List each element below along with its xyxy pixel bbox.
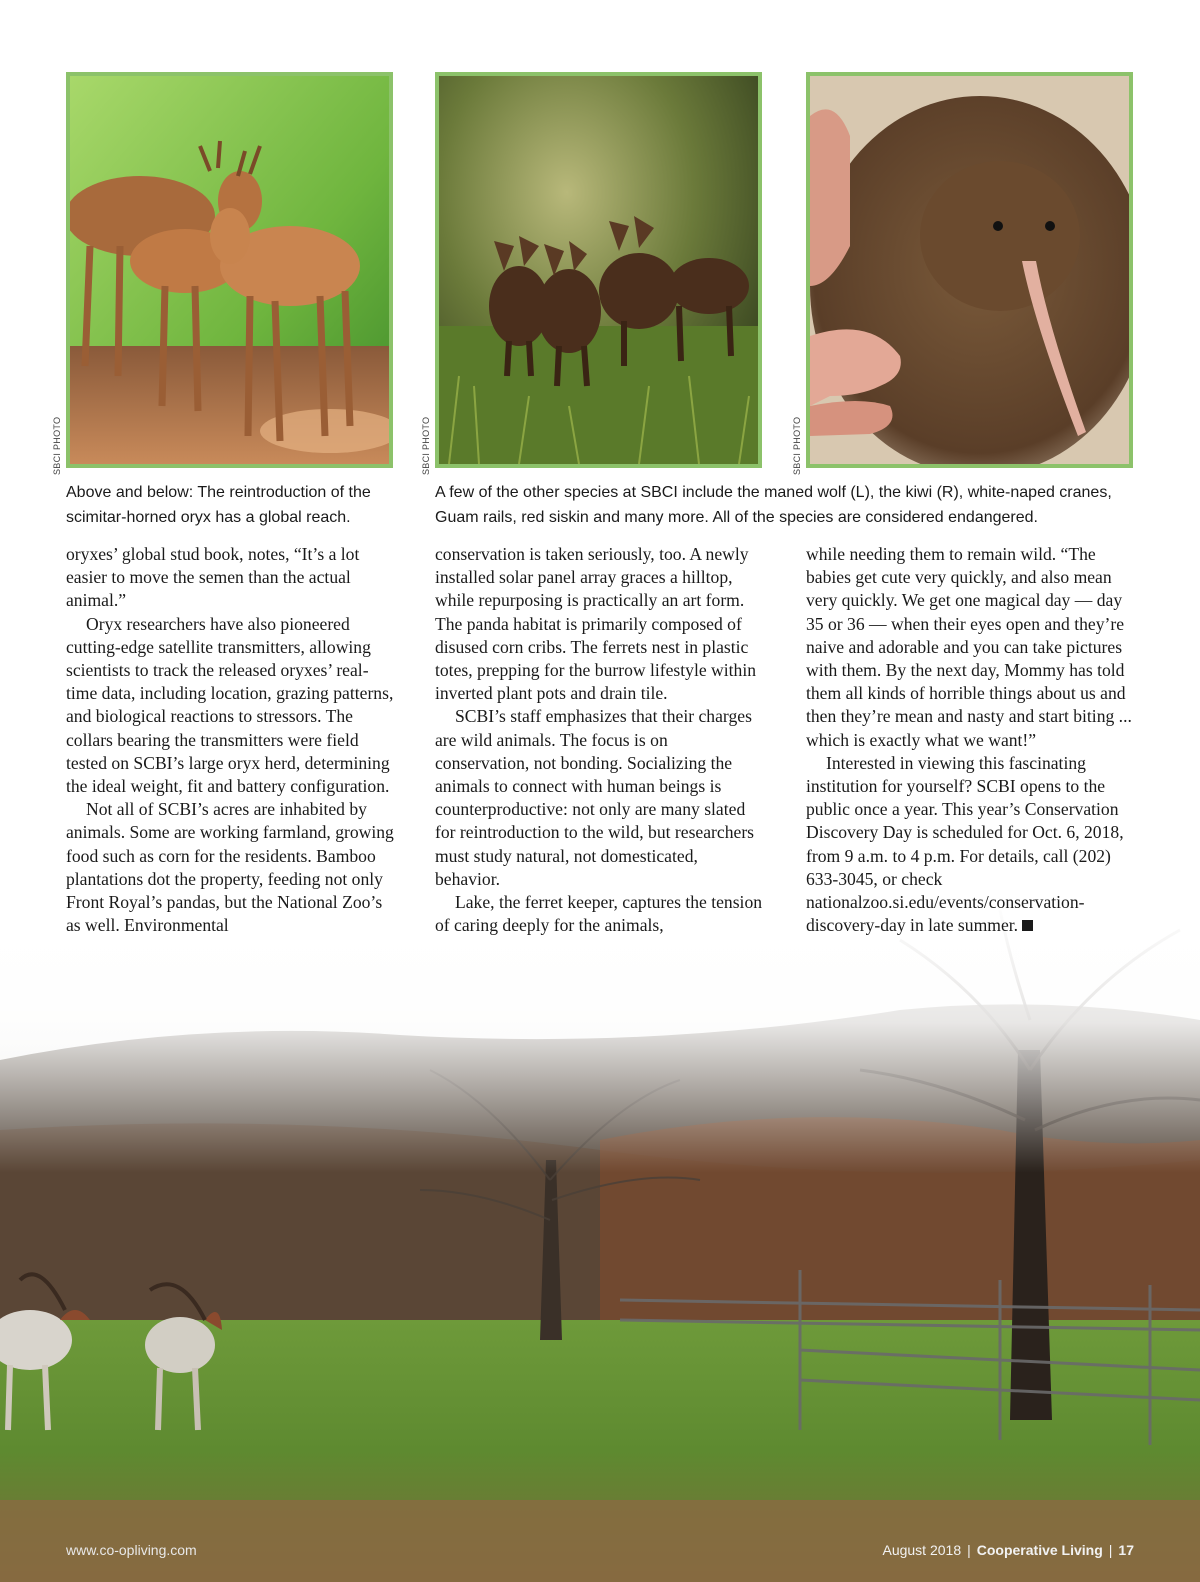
paragraph: SCBI’s staff emphasizes that their charges are wild animals. The focus is on conservation, not bonding. Socializing the animals to connect with human beings is counterproductive: not only are many slated for reintroduction to the wild, but researchers must study natural, not domesticated, behavior. [435, 706, 755, 889]
paragraph: conservation is taken seriously, too. A newly installed solar panel array graces a hilltop, while repurposing is practically an art form. The panda habitat is primarily composed of disused corn cribs. The ferrets nest in plastic totes, prepping for the burrow lifestyle within inverted plant pots and drain tile. [435, 544, 757, 704]
oryx-photo [66, 72, 393, 468]
footer-divider: | [1108, 1542, 1113, 1558]
footer-url: www.co-opliving.com [66, 1542, 197, 1558]
paragraph [806, 752, 1136, 938]
end-of-article-icon [1022, 920, 1033, 931]
oryx-pasture-photo [0, 900, 1200, 1582]
footer-date: August 2018 [882, 1542, 962, 1558]
paragraph: Oryx researchers have also pioneered cutting-edge satellite transmitters, allowing scientists to track the released oryxes’ real-time data, including location, grazing patterns, and biological reactions to stressors. The collars bearing the transmitters were field tested on SCBI’s large oryx herd, determining the ideal weight, fit and battery configuration. [66, 613, 394, 797]
paragraph: while needing them to remain wild. “The babies get cute very quickly, and also mean very quickly. We get one magical day — day 35 or 36 — when their eyes open and they’re naive and adorable and you can take pictures with them. By the next day, Mommy has told them all kinds of horrible things about us and then they’re mean and nasty and start biting ... which is exactly what we want!” [806, 544, 1132, 750]
article-column-3 [806, 543, 1136, 937]
paragraph-text: Interested in viewing this fascinating institution for yourself? SCBI opens to the public once a year. This year’s Conservation Discovery Day is scheduled for Oct. 6, 2018, from 9 a.m. to 4 p.m. For details, call (202) 633-3045, or check nationalzoo.si.edu/events/conservation-discovery-day in late summer. [806, 752, 1124, 936]
photo-credit: SBCI PHOTO [792, 416, 802, 475]
footer-magazine: Cooperative Living [976, 1542, 1103, 1558]
maned-wolf-photo [435, 72, 762, 468]
paragraph: Not all of SCBI’s acres are inhabited by animals. Some are working farmland, growing food such as corn for the residents. Bamboo plantations dot the property, feeding not only Front Royal’s pandas, but the National Zoo’s as well. Environmental [66, 799, 394, 936]
kiwi-photo [806, 72, 1133, 468]
paragraph: Lake, the ferret keeper, captures the tension of caring deeply for the animals, [435, 892, 763, 936]
photo-credit: SBCI PHOTO [421, 416, 431, 475]
photo-caption-oryx: Above and below: The reintroduction of the scimitar-horned oryx has a global reach. [66, 484, 371, 526]
page-number: 17 [1118, 1542, 1134, 1558]
paragraph: oryxes’ global stud book, notes, “It’s a lot easier to move the semen than the actual animal.” [66, 544, 360, 611]
article-column-1 [66, 543, 396, 937]
footer-divider: | [967, 1542, 971, 1558]
footer-folio [882, 1542, 1134, 1558]
photo-caption-species: A few of the other species at SBCI include the maned wolf (L), the kiwi (R), white-naped cranes, Guam rails, red siskin and many more. All of the species are considered endangered. [435, 484, 1112, 526]
article-column-2 [435, 543, 765, 937]
photo-credit: SBCI PHOTO [52, 416, 62, 475]
